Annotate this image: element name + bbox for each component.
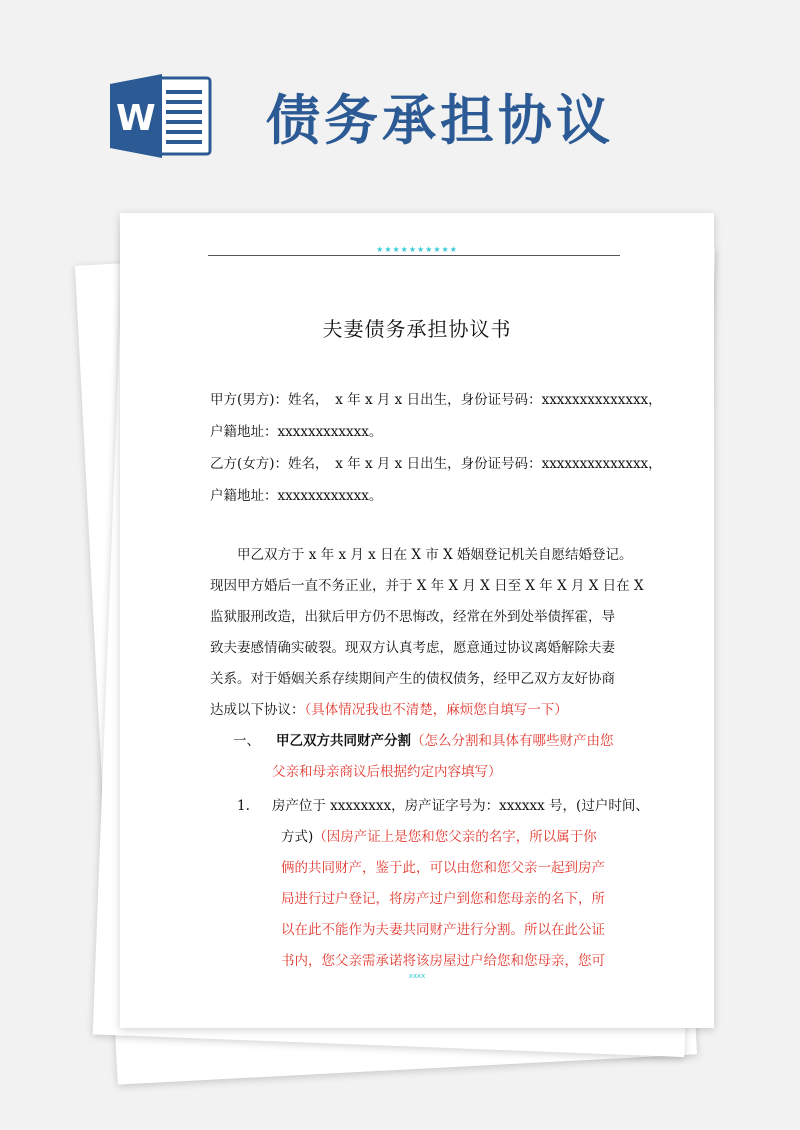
item-1-number: 1.	[237, 798, 250, 814]
body-line-6	[210, 698, 568, 718]
item-1-line-1	[237, 794, 649, 814]
party-b-line-2: 户籍地址：xxxxxxxxxxxx。	[210, 488, 383, 504]
header-rule	[208, 255, 620, 256]
word-document-icon	[110, 74, 214, 158]
svg-text:W: W	[116, 98, 156, 139]
item-1-note-1: （因房产证上是您和您父亲的名字，所以属于你	[313, 829, 597, 845]
item-1-method: 方式)	[281, 829, 314, 845]
party-a-line-1: 甲方(男方)：姓名， x 年 x 月 x 日出生，身份证号码：xxxxxxxxxxxxxx，	[210, 392, 662, 408]
section-1-number: 一、	[233, 733, 260, 749]
section-1-heading	[233, 729, 614, 749]
section-1-note-2: 父亲和母亲商议后根据约定内容填写）	[272, 764, 502, 780]
item-1-line-2	[281, 825, 597, 845]
body-line-1: 甲乙双方于 x 年 x 月 x 日在 X 市 X 婚姻登记机关自愿结婚登记。	[237, 547, 633, 563]
party-a-line-2: 户籍地址：xxxxxxxxxxxx。	[210, 424, 383, 440]
banner-title: 债务承担协议	[266, 89, 614, 152]
item-1-text: 房产位于 xxxxxxxx，房产证字号为：xxxxxx 号，(过户时间、	[271, 798, 649, 814]
section-1-title: 甲乙双方共同财产分割	[276, 733, 411, 749]
document-page	[120, 213, 714, 1028]
item-1-note-5: 书内，您父亲需承诺将该房屋过户给您和您母亲，您可	[281, 953, 605, 969]
body-line-3: 监狱服刑改造，出狱后甲方仍不思悔改，经常在外到处举债挥霍，导	[210, 609, 615, 625]
item-1-note-4: 以在此不能作为夫妻共同财产进行分割。所以在此公证	[281, 922, 605, 938]
page-footer-text: xxxx	[408, 972, 426, 980]
item-1-note-3: 局进行过户登记，将房产过户到您和您母亲的名下，所	[281, 891, 605, 907]
body-line-6-note: （具体情况我也不清楚，麻烦您自填写一下）	[304, 702, 568, 718]
body-line-2: 现因甲方婚后一直不务正业，并于 X 年 X 月 X 日至 X 年 X 月 X 日在 X	[210, 578, 644, 594]
party-b-line-1: 乙方(女方)：姓名， x 年 x 月 x 日出生，身份证号码：xxxxxxxxxxxxxx，	[210, 456, 662, 472]
document-title: 夫妻债务承担协议书	[322, 317, 512, 341]
body-line-6-text: 达成以下协议：	[210, 702, 305, 718]
item-1-note-2: 俩的共同财产，鉴于此，可以由您和您父亲一起到房产	[281, 860, 605, 876]
body-line-4: 致夫妻感情确实破裂。现双方认真考虑，愿意通过协议离婚解除夫妻	[210, 640, 615, 656]
page-header-text: ★★★★★★★★★★	[376, 245, 458, 254]
section-1-note-1: （怎么分割和具体有哪些财产由您	[411, 733, 614, 749]
body-line-5: 关系。对于婚姻关系存续期间产生的债权债务，经甲乙双方友好协商	[210, 671, 615, 687]
